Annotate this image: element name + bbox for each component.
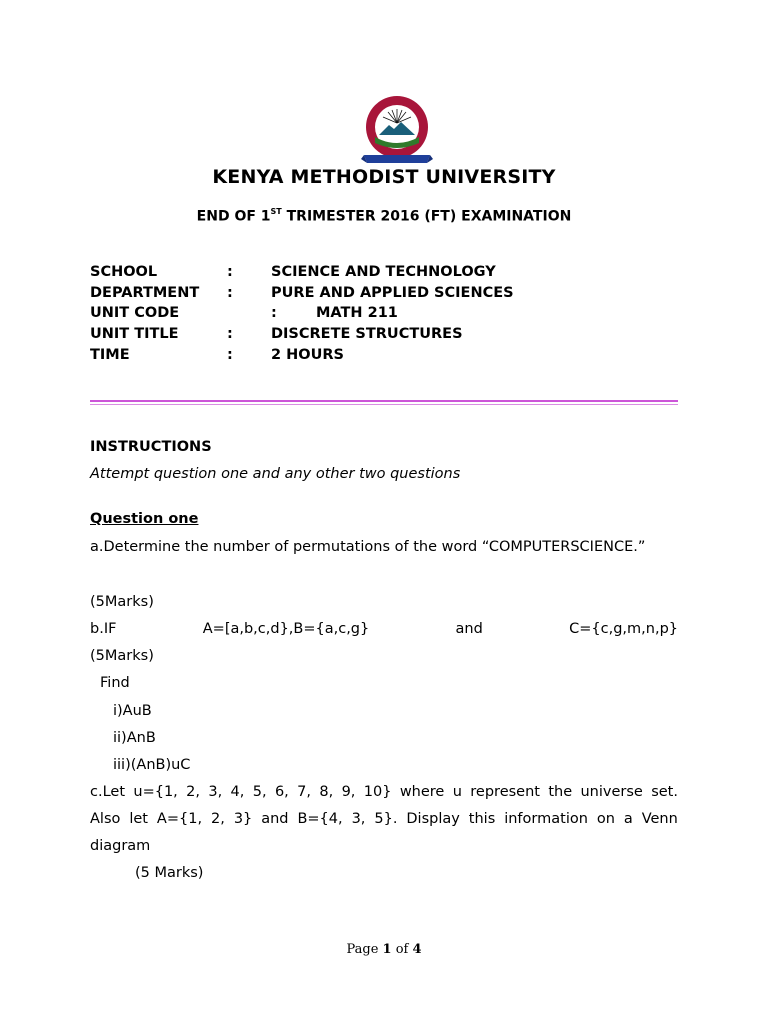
- word: 3}: [233, 811, 253, 827]
- word: Also: [90, 811, 121, 827]
- university-logo: [361, 95, 433, 169]
- page-total: 4: [412, 942, 422, 957]
- info-value: MATH 211: [316, 305, 398, 321]
- question-c-line-3: diagram: [90, 838, 151, 854]
- word: 2,: [211, 811, 225, 827]
- question-b-word: and: [455, 621, 483, 637]
- info-colon: :: [271, 305, 277, 321]
- divider-line-thin: [90, 404, 678, 405]
- word: 3,: [351, 811, 366, 827]
- university-title: KENYA METHODIST UNIVERSITY: [212, 166, 556, 188]
- word: 10}: [363, 784, 392, 800]
- question-b-word: C={c,g,m,n,p}: [569, 621, 678, 637]
- page-number: 1: [382, 942, 392, 957]
- info-colon: :: [227, 264, 233, 280]
- info-key: TIME: [90, 347, 130, 363]
- info-key: SCHOOL: [90, 264, 158, 280]
- question-b-word: A=[a,b,c,d},B={a,c,g}: [202, 621, 370, 637]
- word: where: [399, 784, 445, 800]
- word: 3,: [208, 784, 223, 800]
- question-one-heading: Question one: [90, 511, 199, 527]
- question-b-text: [90, 621, 678, 637]
- word: c.Let: [90, 784, 126, 800]
- word: information: [504, 811, 588, 827]
- info-value: PURE AND APPLIED SCIENCES: [271, 285, 514, 301]
- question-b-word: b.IF: [90, 621, 117, 637]
- word: this: [468, 811, 496, 827]
- exam-title: [0, 208, 768, 225]
- instructions-text: Attempt question one and any other two questions: [90, 466, 461, 482]
- word: 2,: [186, 784, 200, 800]
- word: set.: [651, 784, 678, 800]
- word: 7,: [297, 784, 311, 800]
- info-key: DEPARTMENT: [90, 285, 200, 301]
- word: 9,: [341, 784, 356, 800]
- divider-line: [90, 400, 678, 402]
- instructions-heading: INSTRUCTIONS: [90, 439, 212, 455]
- word: represent: [470, 784, 540, 800]
- sub-item: i)AuB: [113, 703, 152, 719]
- question-a-marks: (5Marks): [90, 594, 154, 610]
- word: 8,: [319, 784, 334, 800]
- info-key: UNIT TITLE: [90, 326, 179, 342]
- info-value: SCIENCE AND TECHNOLOGY: [271, 264, 496, 280]
- info-value: 2 HOURS: [271, 347, 344, 363]
- info-value: DISCRETE STRUCTURES: [271, 326, 463, 342]
- word: Display: [406, 811, 460, 827]
- exam-title-pre: END OF 1: [196, 208, 271, 225]
- word: let: [129, 811, 148, 827]
- word: A={1,: [156, 811, 203, 827]
- exam-title-sup: ST: [270, 207, 282, 216]
- word: and: [261, 811, 289, 827]
- question-b-marks: (5Marks): [90, 648, 154, 664]
- find-label: Find: [100, 675, 130, 691]
- word: 4,: [230, 784, 245, 800]
- word: the: [548, 784, 573, 800]
- sub-item: ii)AnB: [113, 730, 156, 746]
- info-colon: :: [227, 285, 233, 301]
- word: B={4,: [297, 811, 343, 827]
- word: 5}.: [374, 811, 398, 827]
- word: on: [596, 811, 615, 827]
- page-footer: [0, 942, 768, 957]
- word: universe: [580, 784, 643, 800]
- question-c-marks: (5 Marks): [135, 865, 204, 881]
- sub-item: iii)(AnB)uC: [113, 757, 191, 773]
- word: Venn: [641, 811, 678, 827]
- info-colon: :: [227, 326, 233, 342]
- word: 6,: [274, 784, 289, 800]
- word: 5,: [252, 784, 267, 800]
- exam-title-post: TRIMESTER 2016 (FT) EXAMINATION: [281, 208, 572, 225]
- info-key: UNIT CODE: [90, 305, 180, 321]
- info-colon: :: [227, 347, 233, 363]
- page-word: Page: [346, 942, 379, 957]
- of-word: of: [395, 942, 409, 957]
- word: u: [452, 784, 462, 800]
- word: a: [623, 811, 633, 827]
- question-a-text: a.Determine the number of permutations of the word “COMPUTERSCIENCE.”: [90, 539, 646, 555]
- question-c-line-2: [90, 811, 678, 827]
- question-c-line-1: [90, 784, 678, 800]
- word: u={1,: [133, 784, 178, 800]
